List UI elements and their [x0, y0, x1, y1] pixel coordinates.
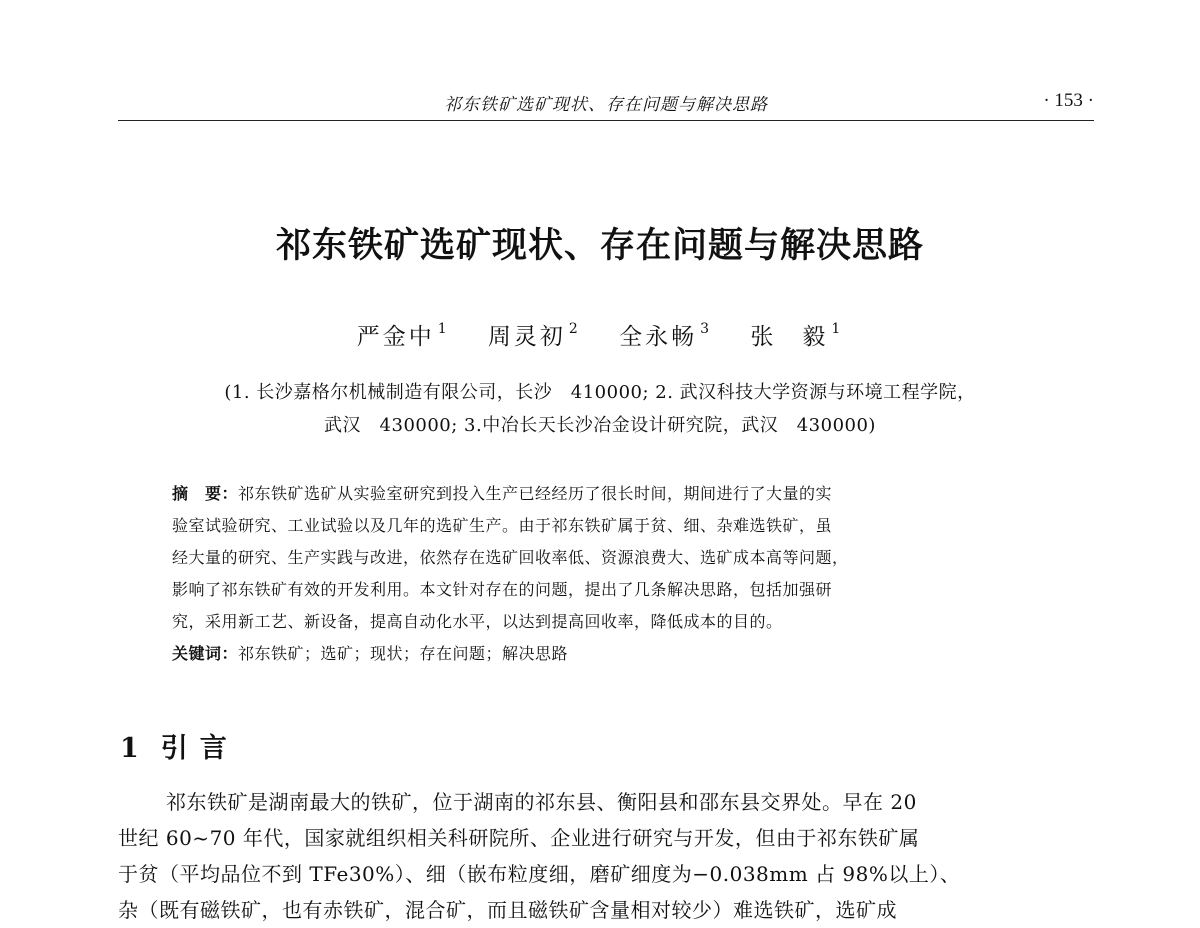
body-line: 祁东铁矿是湖南最大的铁矿，位于湖南的祁东县、衡阳县和邵东县交界处。早在 20: [166, 790, 917, 814]
author: [356, 321, 450, 350]
author-name: 全永畅: [619, 324, 698, 350]
author: [750, 321, 844, 350]
abstract-line: 究，采用新工艺、新设备，提高自动化水平，以达到提高回收率，降低成本的目的。: [172, 612, 783, 631]
keywords-label: 关键词：: [172, 644, 239, 663]
affiliation-line: (1. 长沙嘉格尔机械制造有限公司，长沙 410000; 2. 武汉科技大学资源与环境工程学院，: [224, 382, 976, 403]
abstract-line: 影响了祁东铁矿有效的开发利用。本文针对存在的问题，提出了几条解决思路，包括加强研: [172, 580, 833, 599]
page-number: · 153 ·: [1043, 90, 1094, 111]
abstract-line: 验室试验研究、工业试验以及几年的选矿生产。由于祁东铁矿属于贫、细、杂难选铁矿，虽: [172, 516, 833, 535]
author-affiliation-mark: 3: [700, 321, 713, 338]
section-number: 1: [120, 733, 139, 764]
section-heading: [120, 726, 239, 765]
keywords-line: [172, 638, 1052, 670]
affiliations: [100, 376, 1100, 442]
paper-title: 祁东铁矿选矿现状、存在问题与解决思路: [275, 225, 924, 266]
affiliation-line: 武汉 430000; 3.中冶长天长沙冶金设计研究院，武汉 430000): [324, 415, 876, 436]
author: [619, 321, 713, 350]
author-name: 周灵初: [487, 324, 566, 350]
section-title: 引言: [160, 733, 239, 764]
author-name: 张 毅: [750, 324, 829, 350]
keywords-text: 祁东铁矿；选矿；现状；存在问题；解决思路: [238, 644, 569, 663]
abstract-line: [172, 478, 1052, 510]
body-line: 杂（既有磁铁矿，也有赤铁矿，混合矿，而且磁铁矿含量相对较少）难选铁矿，选矿成: [118, 898, 897, 922]
author: [487, 321, 581, 350]
body-line: 世纪 60~70 年代，国家就组织相关科研院所、企业进行研究与开发，但由于祁东铁矿属: [118, 826, 920, 850]
author-affiliation-mark: 1: [831, 321, 844, 338]
body-line: 于贫（平均品位不到 TFe30%）、细（嵌布粒度细，磨矿细度为−0.038mm 占 98%以上）、: [118, 862, 961, 886]
abstract: [172, 478, 1052, 670]
abstract-text: 祁东铁矿选矿从实验室研究到投入生产已经经历了很长时间，期间进行了大量的实: [238, 484, 833, 503]
abstract-label: 摘 要：: [172, 484, 239, 503]
abstract-line: 经大量的研究、生产实践与改进，依然存在选矿回收率低、资源浪费大、选矿成本高等问题，: [172, 548, 849, 567]
running-header: [118, 86, 1094, 121]
author-name: 严金中: [356, 324, 435, 350]
body-paragraph: [118, 784, 1094, 928]
author-list: [0, 318, 1200, 351]
author-affiliation-mark: 1: [437, 321, 450, 338]
running-title: 祁东铁矿选矿现状、存在问题与解决思路: [444, 95, 768, 115]
author-affiliation-mark: 2: [568, 321, 581, 338]
